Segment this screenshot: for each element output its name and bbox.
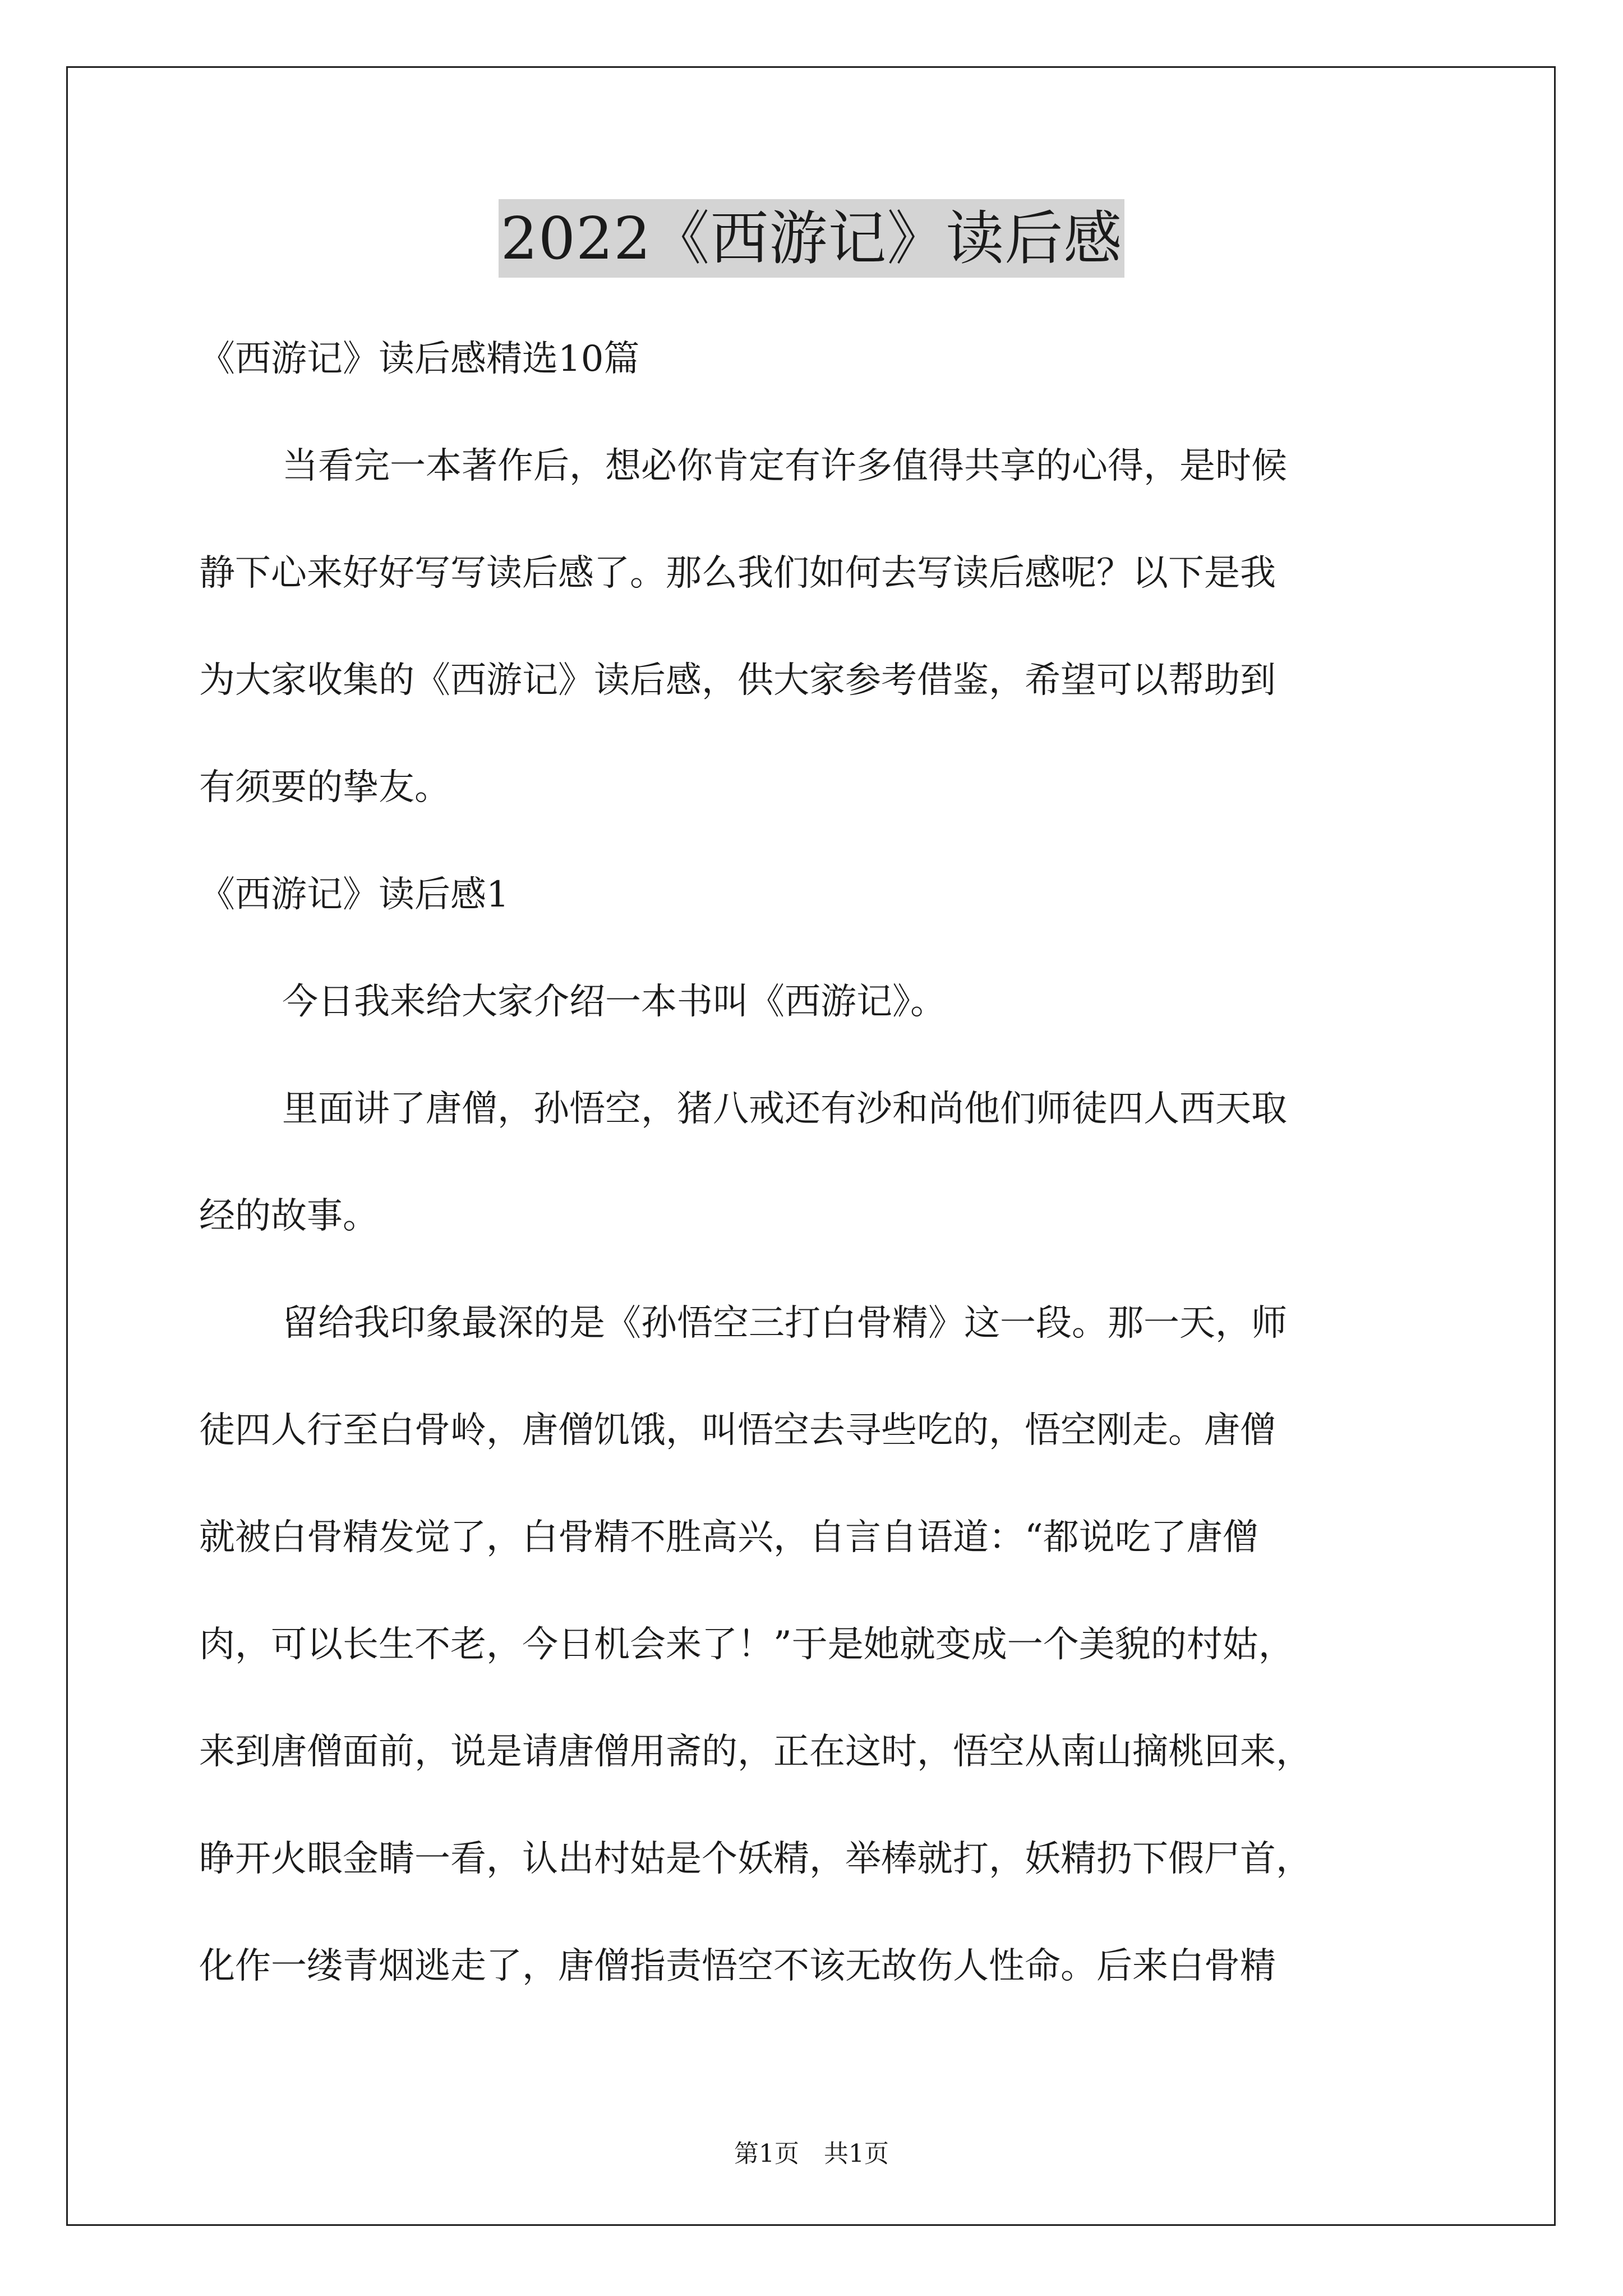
text-line: 来到唐僧面前，说是请唐僧用斋的，正在这时，悟空从南山摘桃回来，: [199, 1731, 1312, 1773]
text-line: 有须要的挚友。: [199, 767, 450, 808]
text-line: 《西游记》读后感精选10篇: [199, 338, 640, 380]
text-line: 里面讲了唐僧，孙悟空，猪八戒还有沙和尚他们师徒四人西天取: [282, 1088, 1287, 1130]
text-line: 静下心来好好写写读后感了。那么我们如何去写读后感呢？以下是我: [199, 553, 1276, 594]
document-title-wrap: [0, 199, 1623, 278]
text-line: 今日我来给大家介绍一本书叫《西游记》。: [282, 981, 946, 1023]
text-line: 就被白骨精发觉了，白骨精不胜高兴，自言自语道：“都说吃了唐僧: [199, 1517, 1258, 1558]
document-body: [199, 306, 1433, 2020]
text-line: 经的故事。: [199, 1195, 379, 1237]
text-line: 《西游记》读后感1: [199, 874, 509, 915]
text-line: 当看完一本著作后，想必你肯定有许多值得共享的心得，是时候: [282, 445, 1287, 487]
document-title: 2022《西游记》读后感: [499, 199, 1125, 278]
text-line: 徒四人行至白骨岭，唐僧饥饿，叫悟空去寻些吃的，悟空刚走。唐僧: [199, 1410, 1276, 1451]
text-line: 肉，可以长生不老，今日机会来了！”于是她就变成一个美貌的村姑，: [199, 1624, 1294, 1665]
page-footer: 第1页 共1页: [734, 2139, 889, 2168]
text-line: 睁开火眼金睛一看，认出村姑是个妖精，举棒就打，妖精扔下假尸首，: [199, 1838, 1312, 1880]
text-line: 留给我印象最深的是《孙悟空三打白骨精》这一段。那一天，师: [282, 1303, 1287, 1344]
text-line: 化作一缕青烟逃走了，唐僧指责悟空不该无故伤人性命。后来白骨精: [199, 1945, 1276, 1987]
text-line: 为大家收集的《西游记》读后感，供大家参考借鉴，希望可以帮助到: [199, 660, 1276, 701]
